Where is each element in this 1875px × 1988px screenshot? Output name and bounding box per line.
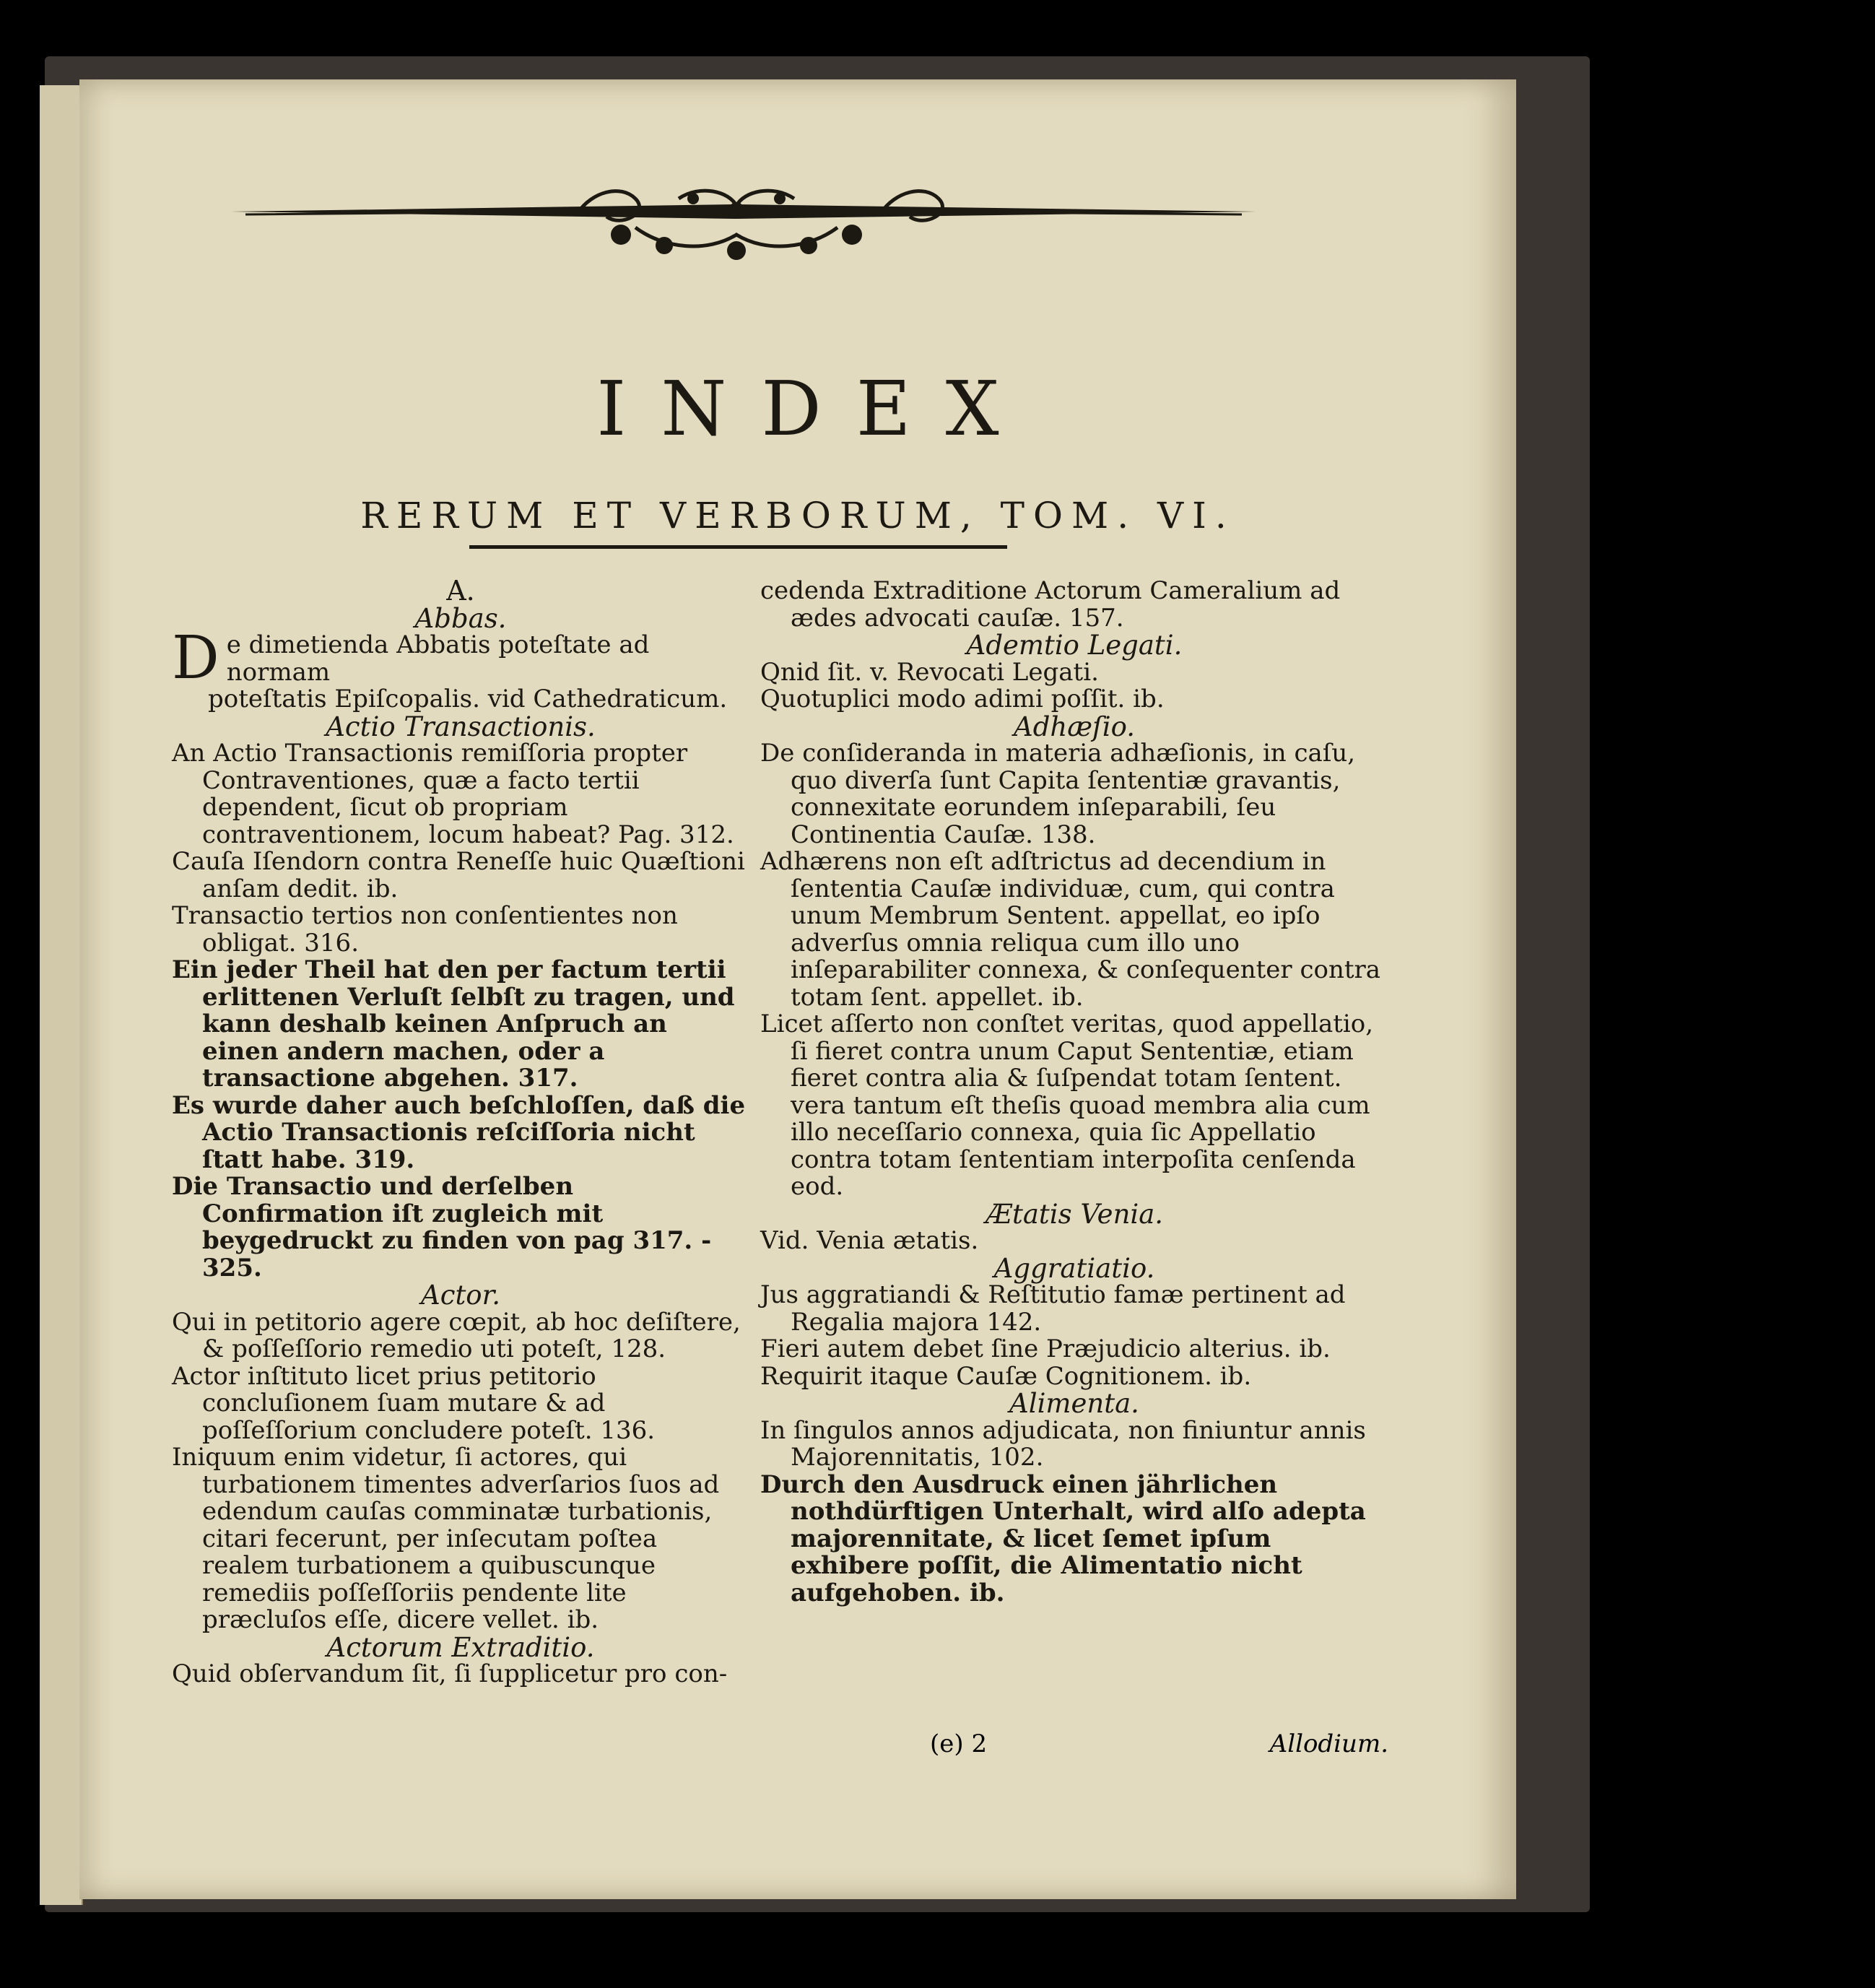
page-subtitle: RERUM ET VERBORUM, TOM. VI. <box>360 495 1235 537</box>
index-entry: Ein jeder Theil hat den per factum tertii erlittenen Verluſt ſelbſt zu tragen, und kann deshalb keinen Anſpruch an einen andern machen, oder a transactione abgehen. 317. <box>172 955 735 1093</box>
index-entry: Iniquum enim videtur, ſi actores, qui turbationem timentes adverſarios ſuos ad edendum cauſas comminatæ turbationis, citari fecerunt, per inſecutam poſtea realem turbationem a quibuscunque remediis poſſeſſoriis pendente lite præcluſos eſſe, dicere vellet. ib. <box>172 1443 720 1634</box>
catchword: Allodium. <box>1269 1729 1388 1758</box>
index-entry: Adhærens non eſt adſtrictus ad decendium in ſententia Cauſæ individuæ, cum, qui contra unum Membrum Sentent. appellat, eo ipſo adverſus omnia reliqua cum illo uno inſeparabiliter connexa, & conſequenter contra totam ſent. appellet. ib. <box>760 847 1381 1012</box>
decorative-headpiece-icon <box>231 184 1256 264</box>
index-entry: Requirit itaque Cauſæ Cognitionem. ib. <box>760 1361 1252 1391</box>
drop-cap: D <box>172 624 219 693</box>
left-column <box>172 575 749 1688</box>
index-entry: Fieri autem debet ſine Præjudicio alterius. ib. <box>760 1334 1331 1363</box>
index-entry: Actor inſtituto licet prius petitorio concluſionem ſuam mutare & ad poſſeſſorium concludere poteſt. 136. <box>172 1361 656 1445</box>
index-heading: Abbas. <box>414 602 507 634</box>
index-entry: Jus aggratiandi & Reſtitutio famæ pertinent ad Regalia majora 142. <box>760 1280 1346 1337</box>
signature-mark: (e) 2 <box>930 1729 988 1758</box>
index-heading: Alimenta. <box>1009 1388 1139 1419</box>
title-rule <box>469 545 1007 549</box>
index-entry: An Actio Transactionis remiſſoria propter Contraventiones, quæ a facto tertii dependent, ſicut ob propriam contraventionem, locum habeat? Pag. 312. <box>172 739 734 849</box>
index-entry: Qui in petitorio agere cœpit, ab hoc deſiſtere, & poſſeſſorio remedio uti poteſt, 128. <box>172 1307 741 1363</box>
index-heading: Actorum Extraditio. <box>326 1631 595 1663</box>
right-column <box>760 578 1388 1607</box>
index-entry: cedenda Extraditione Actorum Cameralium ad ædes advocati cauſæ. 157. <box>760 576 1341 633</box>
index-entry: Cauſa Iſendorn contra Reneſſe huic Quæſtioni anſam dedit. ib. <box>172 847 745 903</box>
page-title: INDEX <box>596 365 1034 453</box>
index-entry: Vid. Venia ætatis. <box>760 1226 979 1255</box>
index-heading: Ademtio Legati. <box>966 630 1183 661</box>
index-entry <box>172 624 749 713</box>
index-entry: Qnid ſit. v. Revocati Legati. <box>760 657 1099 687</box>
index-heading: Adhæſio. <box>1014 711 1135 742</box>
entry-continuation: poteſtatis Epiſcopalis. vid Cathedraticum. <box>208 685 728 713</box>
index-page <box>79 79 1516 1899</box>
index-entry: Transactio tertios non conſentientes non obligat. 316. <box>172 901 678 958</box>
index-heading: Actor. <box>421 1280 500 1311</box>
index-entry: Licet aſſerto non conſtet veritas, quod appellatio, ſi fieret contra unum Caput Sententiæ, etiam fieret contra alia & ſuſpendat totam ſentent. vera tantum eſt theſis quoad membra alia cum illo neceſſario connexa, quia ſic Appellatio contra totam ſententiam interpoſita cenſenda eod. <box>760 1010 1374 1201</box>
entry-text: e dimetienda Abbatis poteſtate ad normam <box>226 630 650 687</box>
index-entry: In ſingulos annos adjudicata, non finiuntur annis Majorennitatis, 102. <box>760 1415 1366 1472</box>
previous-page-edge <box>40 85 83 1905</box>
index-entry: Quotuplici modo adimi poſſit. ib. <box>760 685 1165 713</box>
index-entry: De conſideranda in materia adhæſionis, in caſu, quo diverſa ſunt Capita ſententiæ gravantis, connexitate eorundem inſeparabili, ſeu Continentia Cauſæ. 138. <box>760 739 1356 849</box>
index-entry: Es wurde daher auch beſchloſſen, daß die Actio Transactionis reſciſſoria nicht ſtatt habe. 319. <box>172 1090 746 1174</box>
index-heading: Aggratiatio. <box>993 1252 1155 1284</box>
index-entry: Durch den Ausdruck einen jährlichen nothdürftigen Unterhalt, wird alſo adepta majorennitate, & licet ſemet ipſum exhibere poſſit, die Alimentatio nicht aufgehoben. ib. <box>760 1470 1366 1607</box>
index-entry: Die Transactio und derſelben Confirmation iſt zugleich mit beygedruckt zu finden von pag 317. - 325. <box>172 1172 712 1282</box>
index-entry: Quid obſervandum ſit, ſi ſupplicetur pro con- <box>172 1659 728 1688</box>
index-heading: Ætatis Venia. <box>985 1198 1164 1230</box>
index-heading: Actio Transactionis. <box>326 711 596 742</box>
section-letter: A. <box>446 575 475 607</box>
